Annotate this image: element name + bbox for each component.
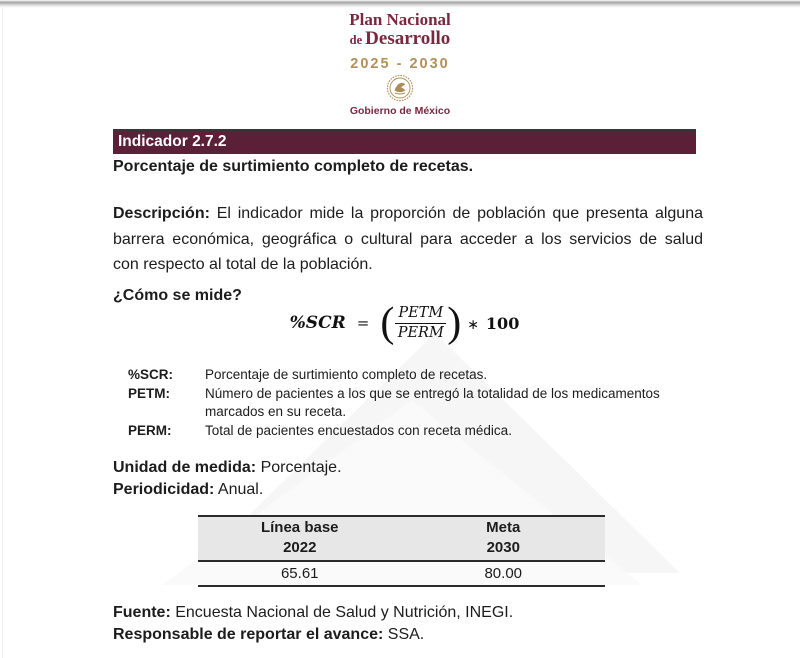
description-line-1: Descripción: El indicador mide la proporción de población que presenta alguna	[113, 205, 703, 222]
definition-text: Total de pacientes encuestados con receta médica.	[205, 422, 512, 438]
formula-open-paren: (	[380, 300, 395, 346]
formula-constant: 100	[485, 313, 520, 333]
formula-lhs: %SCR	[289, 313, 346, 333]
definition-text: Número de pacientes a los que se entregó la totalidad de los medicamentos marcados en su receta.	[205, 385, 660, 419]
description-paragraph	[113, 201, 703, 278]
mexico-eagle-seal-icon	[0, 74, 800, 102]
definition-term: PERM:	[128, 422, 172, 438]
formula-denominator: PERM	[397, 324, 444, 341]
formula	[113, 301, 696, 345]
description-label: Descripción:	[113, 205, 210, 222]
how-measured-heading: ¿Cómo se mide?	[113, 287, 242, 304]
formula-multiply-operator: ∗	[467, 317, 479, 333]
table-header-linea-base: Línea base 2022	[260, 519, 339, 556]
definition-term: PETM:	[128, 385, 170, 401]
logo-years: 2025 - 2030	[350, 56, 450, 72]
indicator-banner: Indicador 2.7.2	[113, 129, 696, 154]
gobierno-de-mexico-label: Gobierno de México	[349, 105, 451, 117]
table-header-row	[198, 517, 605, 562]
definition-term: %SCR:	[128, 367, 174, 382]
formula-close-paren: )	[447, 300, 462, 346]
unit-of-measure: Unidad de medida: Porcentaje.	[113, 459, 342, 476]
logo-desarrollo-text: Desarrollo	[365, 28, 451, 49]
baseline-value: 65.61	[280, 565, 319, 582]
table-header-meta: Meta 2030	[486, 519, 521, 556]
baseline-meta-table	[198, 515, 605, 587]
logo-de-text: de	[349, 33, 363, 47]
pnd-logo	[0, 10, 800, 117]
meta-value: 80.00	[484, 565, 523, 582]
definition-text: Porcentaje de surtimiento completo de recetas.	[205, 367, 488, 382]
definitions-list	[128, 366, 708, 440]
source-line: Fuente: Encuesta Nacional de Salud y Nutrición, INEGI.	[113, 604, 514, 621]
periodicity: Periodicidad: Anual.	[113, 481, 264, 498]
description-line-3: con respecto al total de la población.	[113, 256, 373, 273]
formula-numerator: PETM	[395, 305, 446, 324]
table-value-row	[198, 562, 605, 585]
formula-equals: =	[356, 314, 370, 332]
logo-title-line1: Plan Nacional	[349, 10, 451, 29]
logo-title-line2	[0, 29, 800, 50]
formula-fraction	[395, 305, 446, 342]
responsible-line: Responsable de reportar el avance: SSA.	[113, 626, 425, 643]
description-line-2: barrera económica, geográfica o cultural para acceder a los servicios de salud	[113, 230, 703, 248]
indicator-title: Porcentaje de surtimiento completo de recetas.	[113, 158, 474, 175]
